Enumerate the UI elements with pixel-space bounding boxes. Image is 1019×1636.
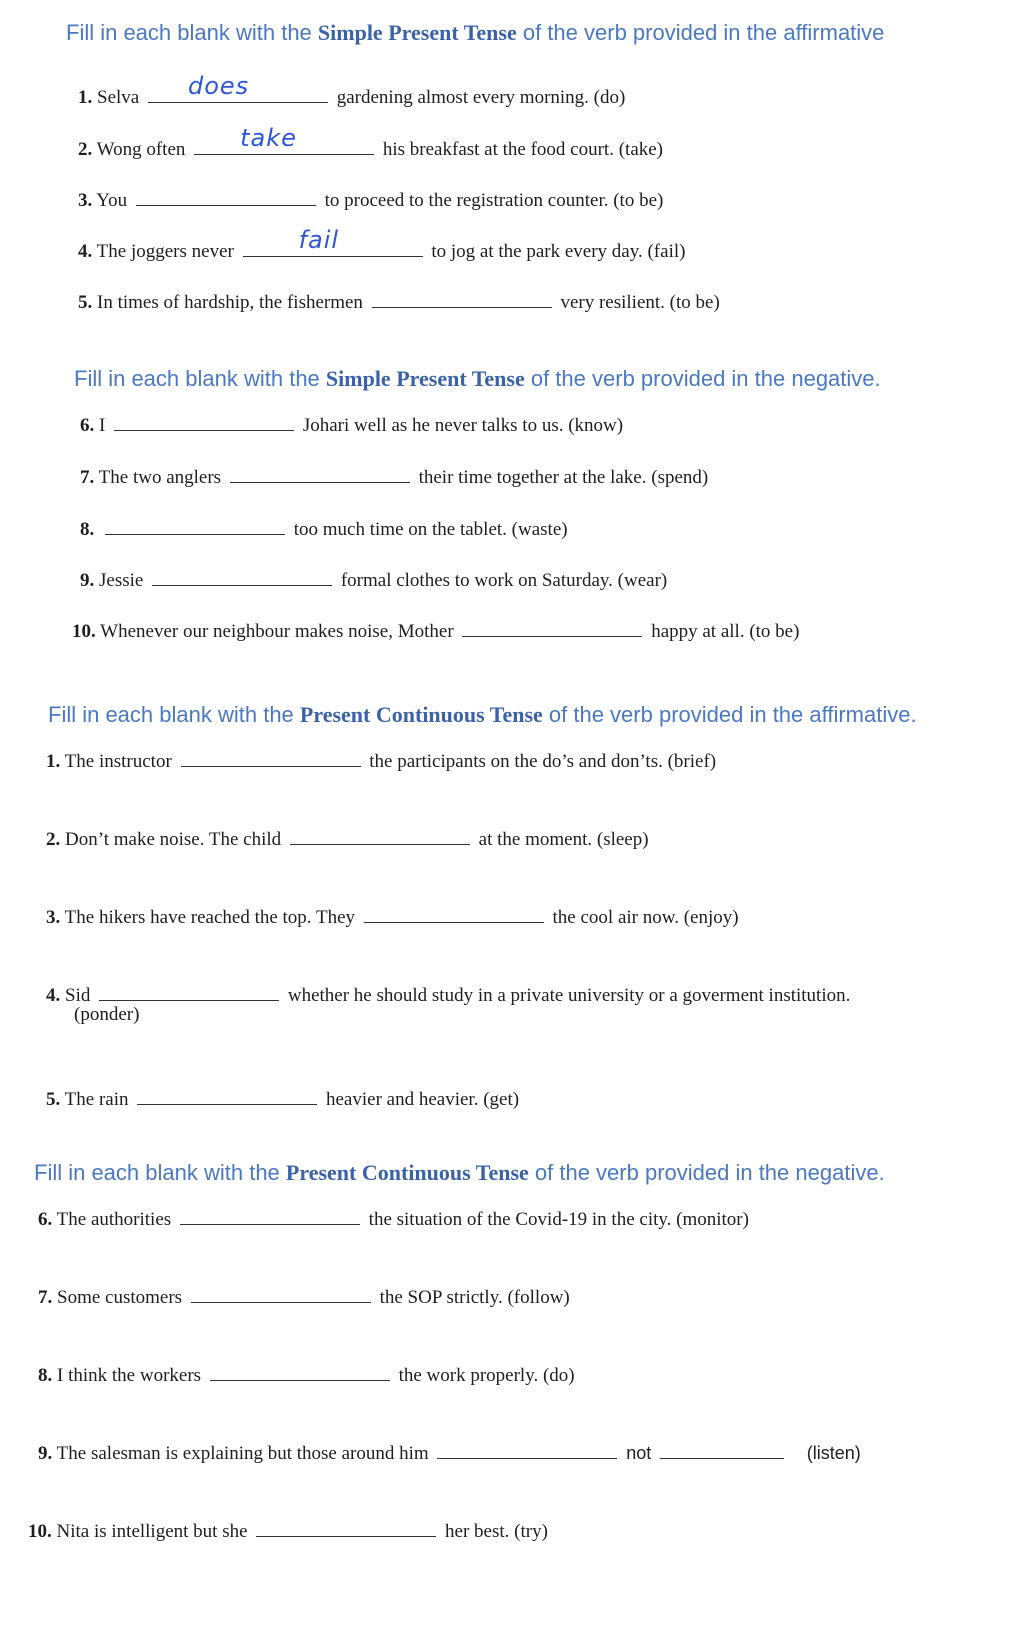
answer-blank[interactable] [99,978,279,1001]
question-s3-3: 3. The hikers have reached the top. They the cool air now. (enjoy) [46,900,739,929]
question-s1-1: 1. Selva does gardening almost every morning. (do) [78,72,626,108]
answer-blank[interactable] [256,1514,436,1537]
question-s3-5: 5. The rain heavier and heavier. (get) [46,1082,519,1111]
answer-blank[interactable] [136,183,316,206]
answer-blank[interactable] [364,900,544,923]
answer-blank[interactable] [372,285,552,308]
answer-blank[interactable] [462,614,642,637]
answer-blank[interactable] [191,1280,371,1303]
question-s4-10: 10. Nita is intelligent but she her best. (try) [28,1514,548,1543]
question-s3-4-continuation: (ponder) [74,1004,140,1025]
question-s4-7: 7. Some customers the SOP strictly. (follow) [38,1280,570,1309]
section-1-instruction: Fill in each blank with the Simple Present Tense of the verb provided in the affirmative [66,20,885,45]
answer-blank[interactable]: fail [243,234,423,257]
answer-blank[interactable] [290,822,470,845]
question-s1-2: 2. Wong often take his breakfast at the food court. (take) [78,124,664,160]
section-2-instruction: Fill in each blank with the Simple Present Tense of the verb provided in the negative. [74,366,881,391]
question-s4-8: 8. I think the workers the work properly. (do) [38,1358,575,1387]
answer-blank[interactable]: does [148,80,328,103]
question-s1-5: 5. In times of hardship, the fishermen very resilient. (to be) [78,285,720,314]
question-s3-2: 2. Don’t make noise. The child at the moment. (sleep) [46,822,649,851]
answer-blank[interactable] [152,563,332,586]
answer-blank[interactable] [137,1082,317,1105]
answer-blank[interactable] [437,1436,617,1459]
answer-blank[interactable] [180,1202,360,1225]
answer-blank[interactable] [181,744,361,767]
question-s4-6: 6. The authorities the situation of the Covid-19 in the city. (monitor) [38,1202,749,1231]
section-4-instruction: Fill in each blank with the Present Continuous Tense of the verb provided in the negative. [34,1160,885,1185]
question-s2-10: 10. Whenever our neighbour makes noise, Mother happy at all. (to be) [72,614,799,643]
question-s3-1: 1. The instructor the participants on the do’s and don’ts. (brief) [46,744,716,773]
answer-blank[interactable] [210,1358,390,1381]
not-label: not [626,1443,652,1463]
answer-blank[interactable]: take [194,132,374,155]
question-s2-8: 8. too much time on the tablet. (waste) [80,512,568,541]
question-s1-3: 3. You to proceed to the registration counter. (to be) [78,183,663,212]
answer-blank-2[interactable] [660,1436,784,1459]
answer-blank[interactable] [105,512,285,535]
question-s4-9: 9. The salesman is explaining but those around him not (listen) [38,1436,861,1465]
answer-blank[interactable] [114,408,294,431]
question-s2-7: 7. The two anglers their time together at the lake. (spend) [80,460,708,489]
section-3-instruction: Fill in each blank with the Present Continuous Tense of the verb provided in the affirmative. [48,702,917,727]
question-s3-4: 4. Sid whether he should study in a private university or a goverment institution. [46,978,850,1007]
answer-blank[interactable] [230,460,410,483]
question-s2-9: 9. Jessie formal clothes to work on Saturday. (wear) [80,563,667,592]
question-s1-4: 4. The joggers never fail to jog at the park every day. (fail) [78,226,686,262]
question-s2-6: 6. I Johari well as he never talks to us. (know) [80,408,623,437]
